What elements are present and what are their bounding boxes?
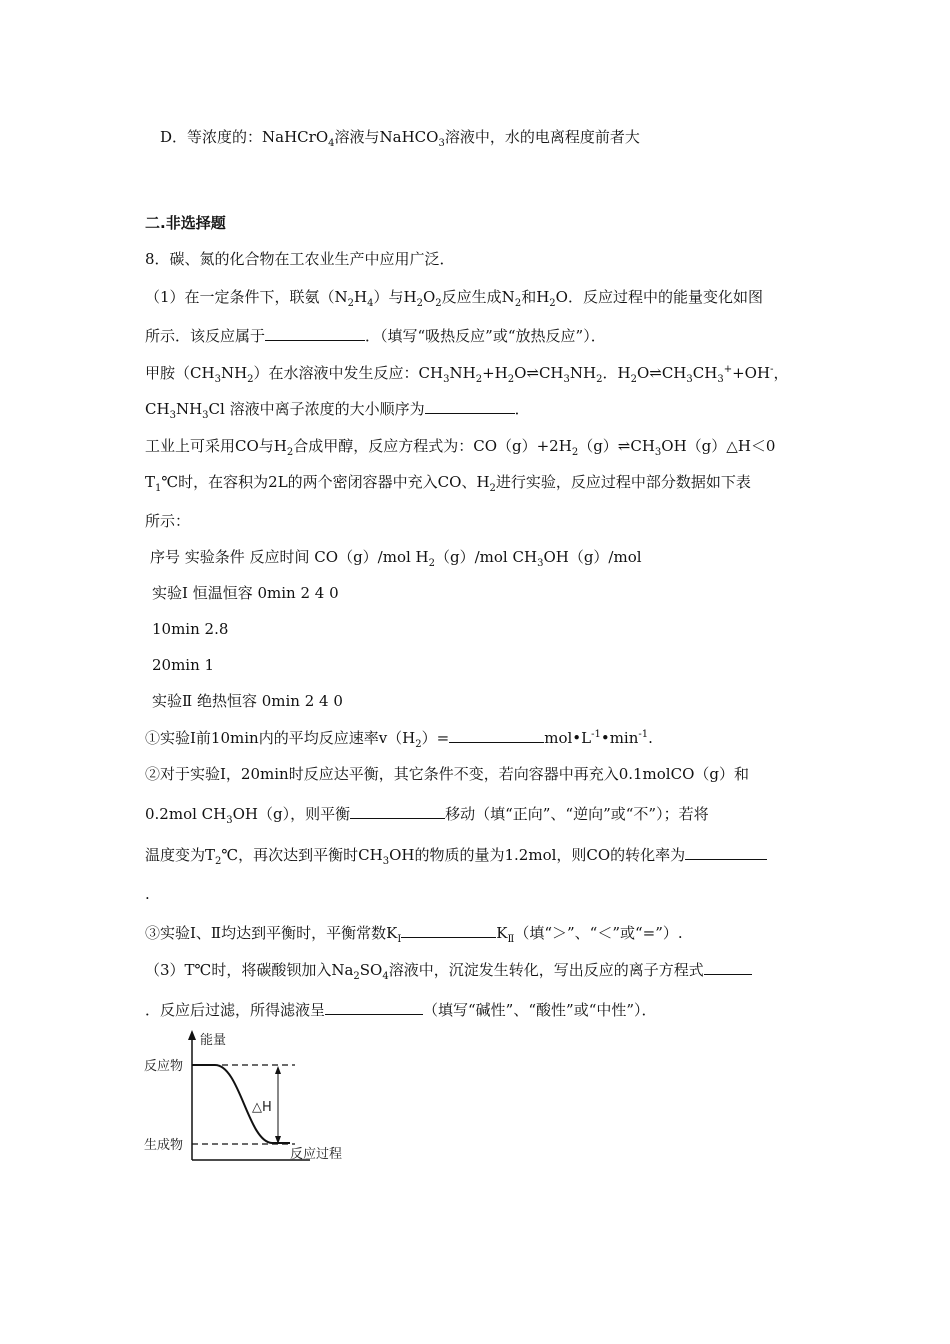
subquestion-3: ③实验Ⅰ、Ⅱ均达到平衡时，平衡常数$K_Ⅰ$ $K_Ⅱ$（填“＞”、“＜”或“=”）. xyxy=(145,924,683,945)
answer-blank-reaction-type[interactable] xyxy=(265,326,365,341)
subquestion-1: ①实验Ⅰ前10min内的平均反应速率$v(H_2)=$ $mol•L^{-1}•\min^{-1}$. xyxy=(145,729,653,750)
q8-part3-line3: 所示： xyxy=(145,512,191,530)
x-axis-label: 反应过程 xyxy=(290,1147,343,1162)
delta-h-label: △H xyxy=(252,1100,272,1115)
answer-blank-k-compare[interactable] xyxy=(401,923,496,938)
q8-part4-line2: ．反应后过滤，所得滤液呈 （填写“碱性”、“酸性”或“中性”）． xyxy=(145,1001,657,1019)
table-header: 序号 实验条件 反应时间 CO（g）/mol $H_2(g)$/mol $CH_3OH(g)$/mol xyxy=(150,548,642,569)
option-d: D．等浓度的：NaHCrO$_4$溶液与NaHCO$_3$溶液中，水的电离程度前者大 xyxy=(160,128,640,149)
table-row: 20min 1 xyxy=(152,656,215,674)
q8-part1-line2: 所示．该反应属于 ．（填写“吸热反应”或“放热反应”）． xyxy=(145,327,606,345)
q8-part4-line1: （3）T℃时，将碳酸钡加入$Na_2SO_4$溶液中，沉淀发生转化，写出反应的离子方程式 xyxy=(145,960,752,980)
subquestion-2-line2: 0.2mol $CH_3OH(g)$，则平衡 移动（填“正向”、“逆向”或“不”）；若将 xyxy=(145,805,709,826)
q8-part1-line1: （1）在一定条件下，联氨$(N_2H_4)$与$H_2O_2$反应生成$N_2$和$H_2O$．反应过程中的能量变化如图 xyxy=(145,288,763,309)
answer-blank-conversion[interactable] xyxy=(685,845,767,860)
product-label: 生成物 xyxy=(144,1138,184,1153)
reactant-label: 反应物 xyxy=(144,1059,184,1074)
y-axis-arrow xyxy=(188,1030,196,1040)
table-row: 实验Ⅱ 绝热恒容 0min 2 4 0 xyxy=(152,692,343,710)
energy-diagram xyxy=(140,1030,360,1170)
question-8-intro: 8．碳、氮的化合物在工农业生产中应用广泛． xyxy=(145,250,455,268)
subquestion-2-line3: 温度变为$T_2℃$，再次达到平衡时$CH_3OH$的物质的量为1.2mol，则CO的转化率为 xyxy=(145,845,767,865)
answer-blank-shift-direction[interactable] xyxy=(350,804,445,819)
q8-part2-line2: $CH_3NH_3Cl$ 溶液中离子浓度的大小顺序为 ． xyxy=(145,400,530,421)
answer-blank-ion-equation[interactable] xyxy=(704,960,752,975)
answer-blank-rate[interactable] xyxy=(449,728,544,743)
subquestion-2-line4: . xyxy=(145,885,150,903)
q8-part3-line2: $T_1℃$时，在容积为2L的两个密闭容器中充入CO、$H_2$进行实验，反应过程中部分数据如下表 xyxy=(145,473,751,494)
q8-part3-line1: 工业上可采用CO与$H_2$合成甲醇，反应方程式为：$CO(g)+2H_2(g)\rightleftharpoons CH_3OH(g)\triangle H<0$ xyxy=(145,437,776,458)
q8-part2-line1: 甲胺$(CH_3NH_2)$在水溶液中发生反应：$CH_3NH_2+H_2O\rightleftharpoons CH_3NH_2$．$H_2O\rightleftharpoons CH_3CH_3^++OH^-$， xyxy=(145,364,789,385)
section-title: 二.非选择题 xyxy=(145,214,226,232)
answer-blank-ion-order[interactable] xyxy=(425,399,515,414)
subquestion-2-line1: ②对于实验Ⅰ，20min时反应达平衡，其它条件不变，若向容器中再充入0.1molCO（g）和 xyxy=(145,765,749,783)
table-row: 实验Ⅰ 恒温恒容 0min 2 4 0 xyxy=(152,584,339,602)
answer-blank-filtrate[interactable] xyxy=(325,1000,423,1015)
energy-curve xyxy=(192,1065,290,1143)
y-axis-label: 能量 xyxy=(200,1033,227,1048)
table-row: 10min 2.8 xyxy=(152,620,229,638)
